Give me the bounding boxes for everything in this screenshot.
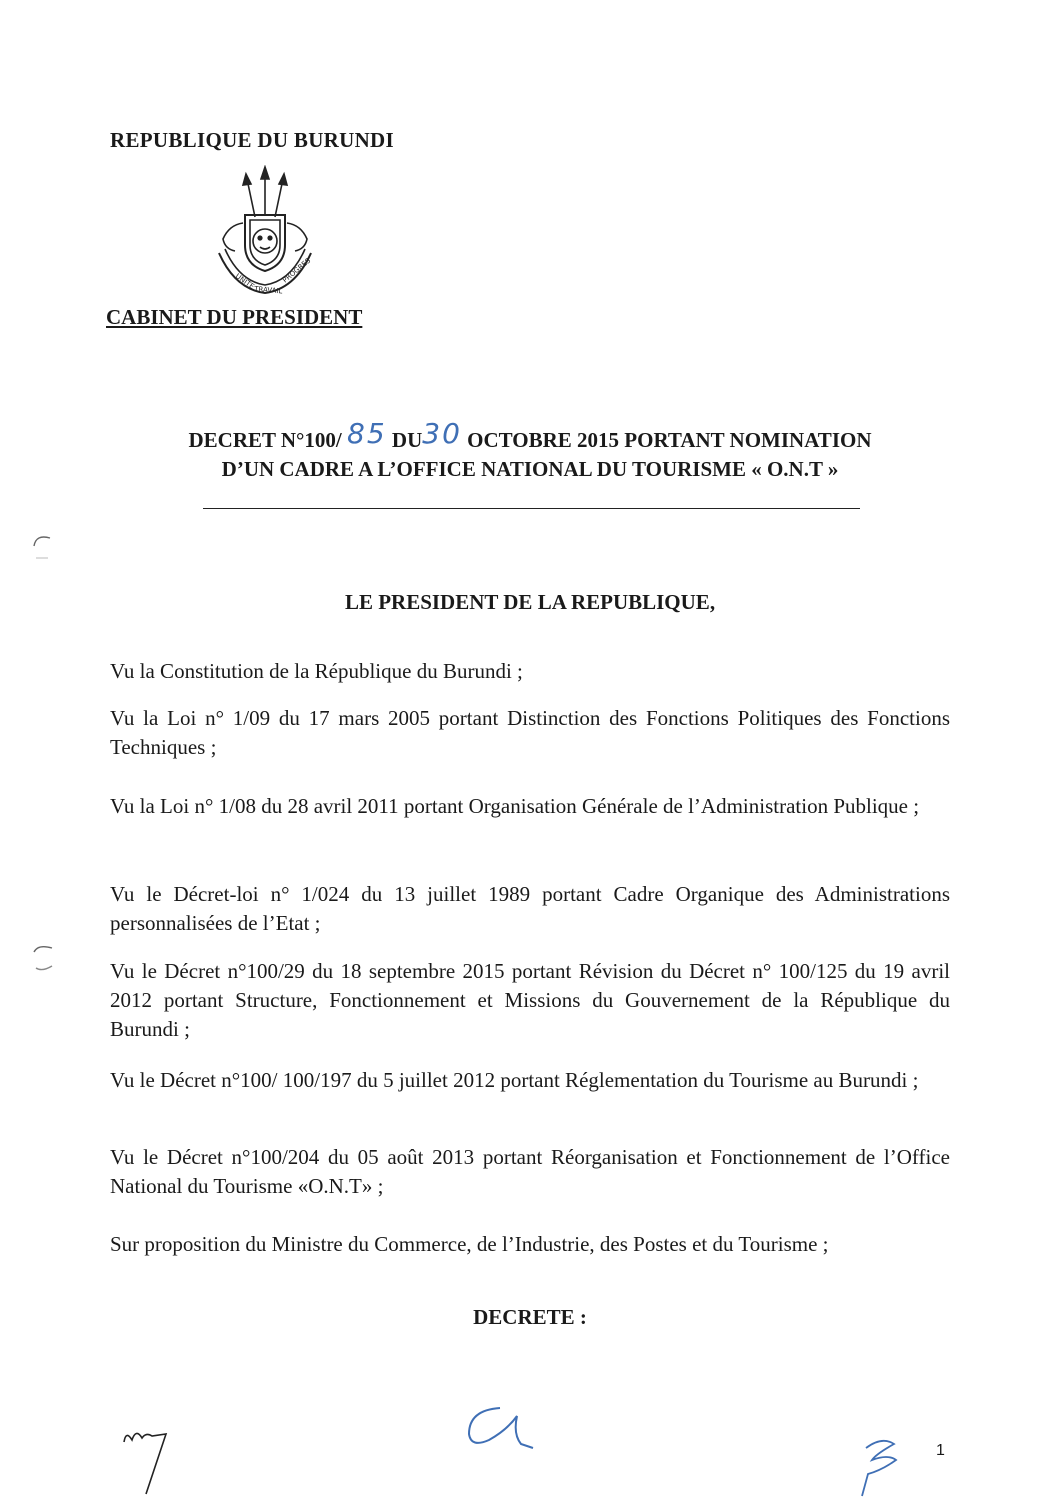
decree-du: DU <box>391 428 423 452</box>
paragraph-decret-2015: Vu le Décret n°100/29 du 18 septembre 2015 portant Révision du Décret n° 100/125 du 19 avril 2012 portant Structure, Fonctionnement et Missions du Gouvernement de la République du Burundi ; <box>110 959 950 1041</box>
paragraph-loi-2011: Vu la Loi n° 1/08 du 28 avril 2011 portant Organisation Générale de l’Administration Publique ; <box>110 794 920 818</box>
paragraph-loi-2005: Vu la Loi n° 1/09 du 17 mars 2005 portant Distinction des Fonctions Politiques des Fonctions Techniques ; <box>110 706 950 759</box>
decree-title-line-1 <box>60 417 1000 455</box>
punch-hole-icon <box>30 942 56 972</box>
svg-text:PROGRES: PROGRES <box>281 256 313 285</box>
handwritten-decree-day: 30 <box>422 417 462 450</box>
initials-signature-icon <box>118 1422 188 1497</box>
paragraph-decret-2012: Vu le Décret n°100/ 100/197 du 5 juillet 2012 portant Réglementation du Tourisme au Burundi ; <box>110 1068 919 1092</box>
handwritten-initial-icon <box>455 1400 545 1460</box>
coat-of-arms-icon <box>205 165 325 300</box>
paragraph-proposition: Sur proposition du Ministre du Commerce, de l’Industrie, des Postes et du Tourisme ; <box>110 1232 829 1256</box>
header-cabinet: CABINET DU PRESIDENT <box>106 305 363 329</box>
decree-title-line-2: D’UN CADRE A L’OFFICE NATIONAL DU TOURISME « O.N.T » <box>221 457 839 481</box>
title-underline <box>203 508 860 509</box>
paragraph-decret-2013: Vu le Décret n°100/204 du 05 août 2013 portant Réorganisation et Fonctionnement de l’Office National du Tourisme «O.N.T» ; <box>110 1145 950 1198</box>
page-number: 1 <box>936 1442 945 1459</box>
decrete-heading: DECRETE : <box>473 1305 587 1329</box>
decree-title-rest: OCTOBRE 2015 PORTANT NOMINATION <box>467 428 872 452</box>
header-country: REPUBLIQUE DU BURUNDI <box>110 128 394 152</box>
svg-text:UNITE: UNITE <box>233 272 256 291</box>
handwritten-decree-number: 85 <box>347 417 387 450</box>
president-heading: LE PRESIDENT DE LA REPUBLIQUE, <box>344 590 716 614</box>
paragraph-decret-loi-1989: Vu le Décret-loi n° 1/024 du 13 juillet 1989 portant Cadre Organique des Administrations personnalisées de l’Etat ; <box>110 882 950 935</box>
initials-signature-icon <box>838 1430 918 1497</box>
svg-text:TRAVAIL: TRAVAIL <box>253 285 283 296</box>
paragraph-constitution: Vu la Constitution de la République du Burundi ; <box>110 659 523 683</box>
decree-prefix: DECRET N°100/ <box>188 428 342 452</box>
punch-hole-icon <box>30 530 56 560</box>
